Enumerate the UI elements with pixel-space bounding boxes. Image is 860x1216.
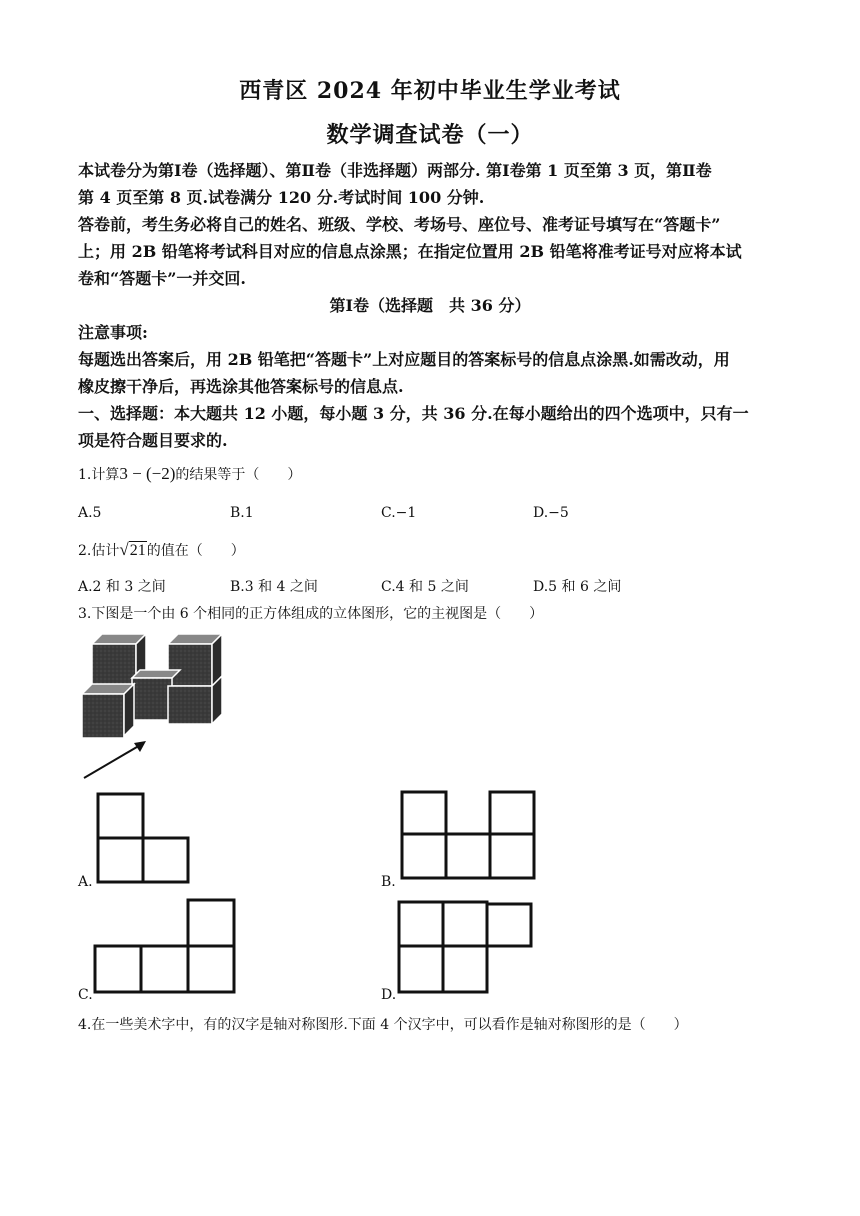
intro-line-5: 卷和“答题卡”一并交回. [78,269,246,288]
view-direction-arrow-icon [84,741,146,778]
intro-line-2: 第 4 页至第 8 页.试卷满分 120 分.考试时间 100 分钟. [78,188,485,207]
q2-option-d[interactable]: D.5 和 6 之间 [533,579,622,595]
q2-option-a[interactable]: A.2 和 3 之间 [78,579,166,595]
q3-option-d-label[interactable]: D. [381,987,397,1003]
q3-option-a-figure[interactable] [96,792,192,884]
question-2-radicand: 21 [129,542,146,559]
question-2-prefix: 2.估计 [78,543,120,559]
q3-option-d-figure[interactable] [397,900,535,996]
intro-line-3: 答卷前，考生务必将自己的姓名、班级、学校、考场号、座位号、准考证号填写在“答题卡” [78,215,721,234]
q1-option-a[interactable]: A.5 [78,505,102,521]
part-line-2: 项是符合题目要求的. [78,431,228,450]
notice-line-2: 橡皮擦干净后，再选涂其他答案标号的信息点. [78,377,404,396]
q3-option-a-label[interactable]: A. [78,874,93,890]
question-1-suffix: 的结果等于（ ） [175,467,302,483]
question-1 [78,464,301,484]
question-3: 3.下图是一个由 6 个相同的正方体组成的立体图形，它的主视图是（ ） [78,606,544,622]
q1-option-b[interactable]: B.1 [230,505,254,521]
question-2-suffix: 的值在（ ） [146,543,245,559]
exam-subtitle: 数学调查试卷（一） [326,122,534,148]
q3-option-b-figure[interactable] [400,790,540,882]
section-heading: 第Ⅰ卷（选择题 共 36 分） [329,296,531,315]
q3-option-b-label[interactable]: B. [381,874,396,890]
q1-option-c[interactable]: C.−1 [381,505,417,521]
q3-option-c-figure[interactable] [93,898,239,996]
exam-title: 西青区 2024 年初中毕业生学业考试 [239,78,621,104]
q2-option-b[interactable]: B.3 和 4 之间 [230,579,318,595]
cube-figure [76,626,236,782]
intro-line-1: 本试卷分为第Ⅰ卷（选择题）、第Ⅱ卷（非选择题）两部分. 第Ⅰ卷第 1 页至第 3 页，第Ⅱ卷 [78,161,712,180]
notice-line-1: 每题选出答案后，用 2B 铅笔把“答题卡”上对应题目的答案标号的信息点涂黑.如需改动，用 [78,350,730,369]
q3-option-c-label[interactable]: C. [78,987,93,1003]
question-1-prefix: 1.计算 [78,467,120,483]
sqrt-symbol: √ [119,540,129,559]
question-2 [78,540,245,560]
part-line-1: 一、选择题：本大题共 12 小题，每小题 3 分，共 36 分.在每小题给出的四个选项中，只有一 [78,404,749,423]
q1-option-d[interactable]: D.−5 [533,505,569,521]
intro-line-4: 上；用 2B 铅笔将考试科目对应的信息点涂黑；在指定位置用 2B 铅笔将准考证号对应将本试 [78,242,742,261]
q2-option-c[interactable]: C.4 和 5 之间 [381,579,469,595]
question-4: 4.在一些美术字中，有的汉字是轴对称图形.下面 4 个汉字中，可以看作是轴对称图形的是（ ） [78,1017,688,1033]
notice-label: 注意事项: [78,323,148,342]
question-1-expression: 3 − (−2) [119,464,176,483]
